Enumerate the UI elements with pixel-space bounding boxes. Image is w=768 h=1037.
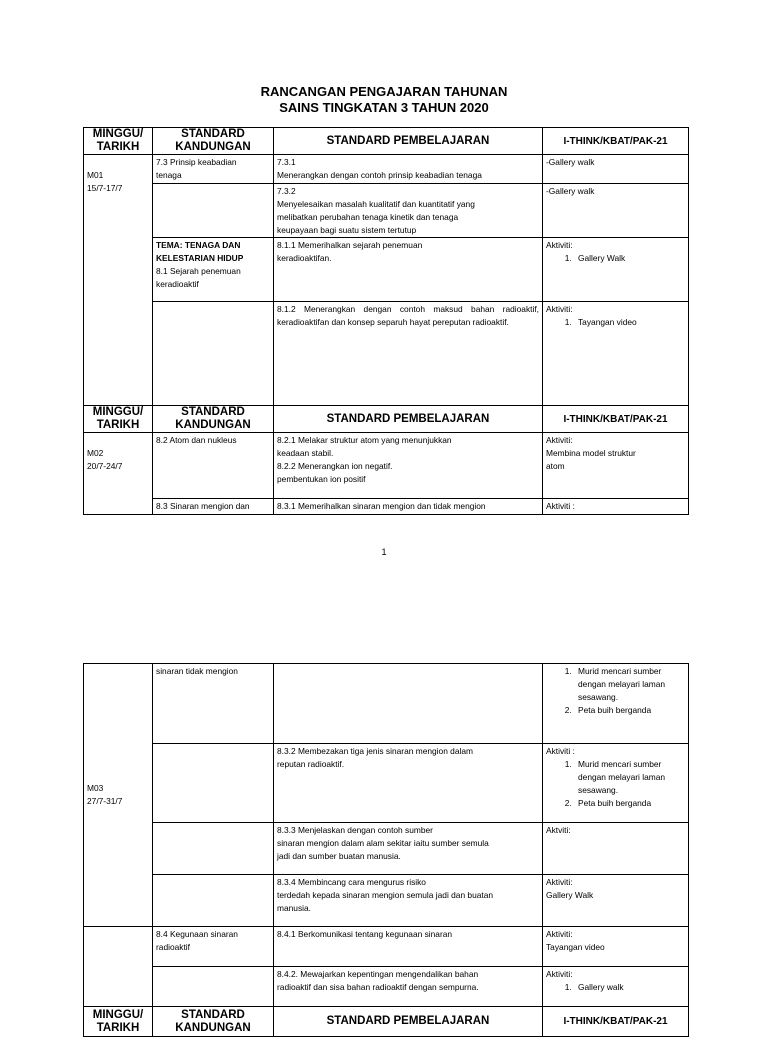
table-row: [84, 967, 689, 1007]
sk-cell: TEMA: TENAGA DAN KELESTARIAN HIDUP 8.1 Sejarah penemuan keradioaktif: [153, 238, 274, 302]
week-cell-m02: [84, 433, 153, 515]
sk-cell: [153, 744, 274, 823]
table-row: [84, 875, 689, 927]
header-ithink: I-THINK/KBAT/PAK-21: [543, 1007, 689, 1037]
sk-cell: sinaran tidak mengion: [153, 664, 274, 744]
activity-cell: Aktiviti: 1. Gallery Walk: [543, 238, 689, 302]
table-header-row: [84, 1007, 689, 1037]
activity-cell: Aktiviti: Tayangan video: [543, 927, 689, 967]
activity-cell: -Gallery walk: [543, 155, 689, 184]
sp-cell: 7.3.2 Menyelesaikan masalah kualitatif dan kuantitatif yang melibatkan perubahan tenaga kinetik dan tenaga keupayaan bagi suatu sistem tertutup: [274, 183, 543, 238]
sp-cell: 7.3.1 Menerangkan dengan contoh prinsip keabadian tenaga: [274, 155, 543, 184]
document-title-line1: RANCANGAN PENGAJARAN TAHUNAN: [260, 84, 508, 99]
table-row: [84, 238, 689, 302]
list-item: 1. Murid mencari sumber dengan melayari laman sesawang.: [574, 665, 685, 704]
header-standard-kandungan: STANDARD KANDUNGAN: [153, 128, 274, 155]
sk-cell: [153, 183, 274, 238]
week-date: 27/7-31/7: [87, 796, 123, 806]
activity-cell: Aktiviti : 1. Murid mencari sumber dengan melayari laman sesawang. 2. Peta buih berganda: [543, 744, 689, 823]
sp-cell: 8.1.1 Memerihalkan sejarah penemuan keradioaktifan.: [274, 238, 543, 302]
table-row: [84, 664, 689, 744]
document-title-line2: SAINS TINGKATAN 3 TAHUN 2020: [279, 100, 489, 115]
header-minggu: MINGGU/ TARIKH: [84, 128, 153, 155]
list-item: 1. Tayangan video: [574, 316, 685, 329]
header-standard-pembelajaran: STANDARD PEMBELAJARAN: [274, 406, 543, 433]
activity-cell: -Gallery walk: [543, 183, 689, 238]
table-header-row: [84, 406, 689, 433]
table-header-row: [84, 128, 689, 155]
sp-cell: [274, 664, 543, 744]
activity-cell: Aktiviti :: [543, 499, 689, 515]
week-date: 15/7-17/7: [87, 182, 123, 193]
sp-cell: 8.4.2. Mewajarkan kepentingan mengendalikan bahan radioaktif dan sisa bahan radioaktif dengan sempurna.: [274, 967, 543, 1007]
page-number: 1: [381, 547, 387, 557]
activity-cell: Aktviti:: [543, 823, 689, 875]
sk-cell: 8.3 Sinaran mengion dan: [153, 499, 274, 515]
activity-cell: Aktiviti: 1. Gallery walk: [543, 967, 689, 1007]
table-row: [84, 183, 689, 238]
list-item: 1. Gallery Walk: [574, 252, 685, 265]
table-row: [84, 823, 689, 875]
plan-table-page1: [83, 127, 689, 515]
header-standard-pembelajaran: STANDARD PEMBELAJARAN: [274, 128, 543, 155]
week-label: M02: [87, 448, 104, 459]
table-row: [84, 499, 689, 515]
header-standard-kandungan: STANDARD KANDUNGAN: [153, 406, 274, 433]
week-cell-m01: [84, 155, 153, 406]
list-item: 1. Murid mencari sumber dengan melayari laman sesawang.: [574, 758, 685, 797]
sk-cell: [153, 875, 274, 927]
header-standard-pembelajaran: STANDARD PEMBELAJARAN: [274, 1007, 543, 1037]
plan-table-page2: [83, 663, 689, 1037]
sk-cell: [153, 967, 274, 1007]
list-item: 2. Peta buih berganda: [574, 797, 685, 810]
sk-cell: [153, 823, 274, 875]
week-cell-empty: [84, 927, 153, 1007]
week-cell-m03: [84, 664, 153, 927]
table-row: [84, 155, 689, 184]
table-row: [84, 433, 689, 499]
header-minggu: MINGGU/ TARIKH: [84, 1007, 153, 1037]
table-row: [84, 302, 689, 406]
table-row: [84, 927, 689, 967]
sp-cell: 8.3.3 Menjelaskan dengan contoh sumber sinaran mengion dalam alam sekitar iaitu sumber semula jadi dan sumber buatan manusia.: [274, 823, 543, 875]
header-minggu: MINGGU/ TARIKH: [84, 406, 153, 433]
week-label: M01: [87, 170, 104, 180]
activity-cell: Aktiviti: Membina model struktur atom: [543, 433, 689, 499]
sp-cell: 8.3.1 Memerihalkan sinaran mengion dan tidak mengion: [274, 499, 543, 515]
week-date: 20/7-24/7: [87, 461, 123, 472]
sp-cell: 8.4.1 Berkomunikasi tentang kegunaan sinaran: [274, 927, 543, 967]
sk-cell: 8.2 Atom dan nukleus: [153, 433, 274, 499]
activity-cell: Aktiviti: Gallery Walk: [543, 875, 689, 927]
activity-cell: [543, 664, 689, 744]
list-item: 1. Gallery walk: [574, 981, 685, 994]
list-item: 2. Peta buih berganda: [574, 704, 685, 717]
sk-cell: 7.3 Prinsip keabadian tenaga: [153, 155, 274, 184]
sp-cell: 8.2.1 Melakar struktur atom yang menunjukkan keadaan stabil. 8.2.2 Menerangkan ion negatif. pembentukan ion positif: [274, 433, 543, 499]
sk-cell: 8.4 Kegunaan sinaran radioaktif: [153, 927, 274, 967]
week-label: M03: [87, 783, 104, 794]
sp-cell: 8.3.4 Membincang cara mengurus risiko terdedah kepada sinaran mengion semula jadi dan buatan manusia.: [274, 875, 543, 927]
header-ithink: I-THINK/KBAT/PAK-21: [543, 128, 689, 155]
header-standard-kandungan: STANDARD KANDUNGAN: [153, 1007, 274, 1037]
activity-cell: Aktiviti: 1. Tayangan video: [543, 302, 689, 406]
sp-cell: 8.3.2 Membezakan tiga jenis sinaran mengion dalam reputan radioaktif.: [274, 744, 543, 823]
sk-cell: [153, 302, 274, 406]
header-ithink: I-THINK/KBAT/PAK-21: [543, 406, 689, 433]
table-row: [84, 744, 689, 823]
sp-cell: 8.1.2 Menerangkan dengan contoh maksud bahan radioaktif, keradioaktifan dan konsep separuh hayat pereputan radioaktif.: [274, 302, 543, 406]
